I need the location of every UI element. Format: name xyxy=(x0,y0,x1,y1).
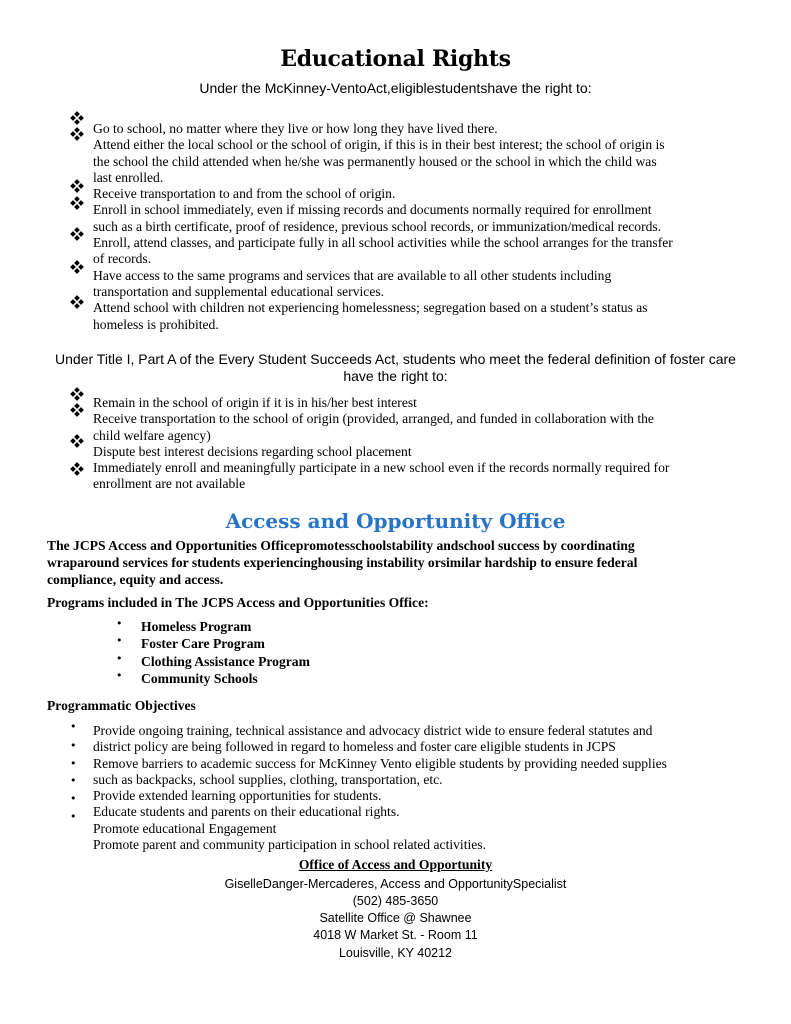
bullet-dot-icon: • xyxy=(116,669,123,682)
list-item: Have access to the same programs and services that are available to all other students including xyxy=(93,267,612,283)
list-item: Enroll in school immediately, even if missing records and documents normally required for enrollment xyxy=(93,202,652,218)
bullet-dot-icon: • xyxy=(116,652,123,665)
list-item: homeless is prohibited. xyxy=(93,316,219,332)
diamond-bullet-icon xyxy=(70,388,84,402)
diamond-bullet-icon xyxy=(70,404,84,418)
list-item: of records. xyxy=(93,251,152,267)
mckinney-intro: Under the McKinney-VentoAct,eligiblestudentshave the right to: xyxy=(199,80,592,96)
contact-street: 4018 W Market St. - Room 11 xyxy=(313,928,478,942)
list-item: Promote parent and community participation in school related activities. xyxy=(93,837,486,853)
list-item: Immediately enroll and meaningfully participate in a new school even if the records normally required for xyxy=(93,460,670,476)
program-item: Foster Care Program xyxy=(141,636,265,651)
office-mission xyxy=(47,537,747,588)
list-item: Promote educational Engagement xyxy=(93,820,277,836)
bullet-dot-icon: • xyxy=(70,757,77,770)
diamond-bullet-icon xyxy=(70,435,84,449)
page-title: Educational Rights xyxy=(280,46,511,72)
mission-line: The JCPS Access and Opportunities Officepromotesschoolstability andschool success by coordinating xyxy=(47,538,635,553)
list-item: the school the child attended when he/she was permanently housed or the school in which the child was xyxy=(93,153,657,169)
list-item: such as a birth certificate, proof of residence, previous school records, or immunization/medical records. xyxy=(93,218,662,234)
diamond-bullet-icon xyxy=(70,112,84,126)
program-item: Clothing Assistance Program xyxy=(141,654,310,669)
mckinney-rights-list xyxy=(93,121,753,333)
diamond-bullet-icon xyxy=(70,228,84,242)
title-one-rights-list xyxy=(93,395,753,493)
bullet-dot-icon: • xyxy=(70,774,77,787)
diamond-bullet-icon xyxy=(70,128,84,142)
list-item: such as backpacks, school supplies, clothing, transportation, etc. xyxy=(93,771,443,787)
diamond-bullet-icon xyxy=(70,463,84,477)
contact-name: GiselleDanger-Mercaderes, Access and OpportunitySpecialist xyxy=(224,877,567,891)
contact-title: Office of Access and Opportunity xyxy=(298,857,493,872)
contact-city: Louisville, KY 40212 xyxy=(338,946,453,960)
bullet-dot-icon: • xyxy=(70,810,77,823)
objectives-list xyxy=(93,723,753,853)
office-heading: Access and Opportunity Office xyxy=(225,509,566,533)
diamond-bullet-icon xyxy=(70,261,84,275)
list-item: Educate students and parents on their educational rights. xyxy=(93,804,400,820)
list-item: Receive transportation to the school of origin (provided, arranged, and funded in collaboration with the xyxy=(93,411,654,427)
contact-location: Satellite Office @ Shawnee xyxy=(319,911,472,925)
list-item: child welfare agency) xyxy=(93,427,211,443)
objectives-label: Programmatic Objectives xyxy=(47,698,196,713)
list-item: Remain in the school of origin if it is in his/her best interest xyxy=(93,395,417,410)
list-item: Provide ongoing training, technical assistance and advocacy district wide to ensure federal statutes and xyxy=(93,723,653,738)
list-item: Receive transportation to and from the school of origin. xyxy=(93,186,396,202)
list-item: last enrolled. xyxy=(93,169,164,185)
list-item: Attend school with children not experiencing homelessness; segregation based on a student’s status as xyxy=(93,300,648,316)
diamond-bullet-icon xyxy=(70,197,84,211)
mission-line: compliance, equity and access. xyxy=(47,572,224,587)
programs-label: Programs included in The JCPS Access and Opportunities Office: xyxy=(47,595,429,610)
list-item: transportation and supplemental educational services. xyxy=(93,283,385,299)
bullet-dot-icon: • xyxy=(116,617,123,630)
list-item: Remove barriers to academic success for McKinney Vento eligible students by providing needed supplies xyxy=(93,755,667,771)
list-item: Provide extended learning opportunities for students. xyxy=(93,788,382,804)
bullet-dot-icon: • xyxy=(70,739,77,752)
list-item: Attend either the local school or the school of origin, if this is in their best interest; the school of origin is xyxy=(93,137,665,153)
bullet-dot-icon: • xyxy=(70,792,77,805)
list-item: enrollment are not available xyxy=(93,476,246,492)
list-item: Enroll, attend classes, and participate fully in all school activities while the school arranges for the transfer xyxy=(93,235,673,251)
list-item: Go to school, no matter where they live or how long they have lived there. xyxy=(93,121,498,136)
title-one-intro-line2: have the right to: xyxy=(343,368,448,384)
diamond-bullet-icon xyxy=(70,180,84,194)
title-one-intro-line1: Under Title I, Part A of the Every Student Succeeds Act, students who meet the federal definition of foster care xyxy=(55,351,736,367)
list-item: district policy are being followed in regard to homeless and foster care eligible students in JCPS xyxy=(93,739,616,755)
bullet-dot-icon: • xyxy=(70,720,77,733)
bullet-dot-icon: • xyxy=(116,634,123,647)
contact-phone: (502) 485-3650 xyxy=(352,894,439,908)
program-item: Homeless Program xyxy=(141,619,252,634)
mission-line: wraparound services for students experiencinghousing instability orsimilar hardship to ensure federal xyxy=(47,555,638,570)
program-item: Community Schools xyxy=(141,671,258,686)
list-item: Dispute best interest decisions regarding school placement xyxy=(93,443,412,459)
diamond-bullet-icon xyxy=(70,296,84,310)
